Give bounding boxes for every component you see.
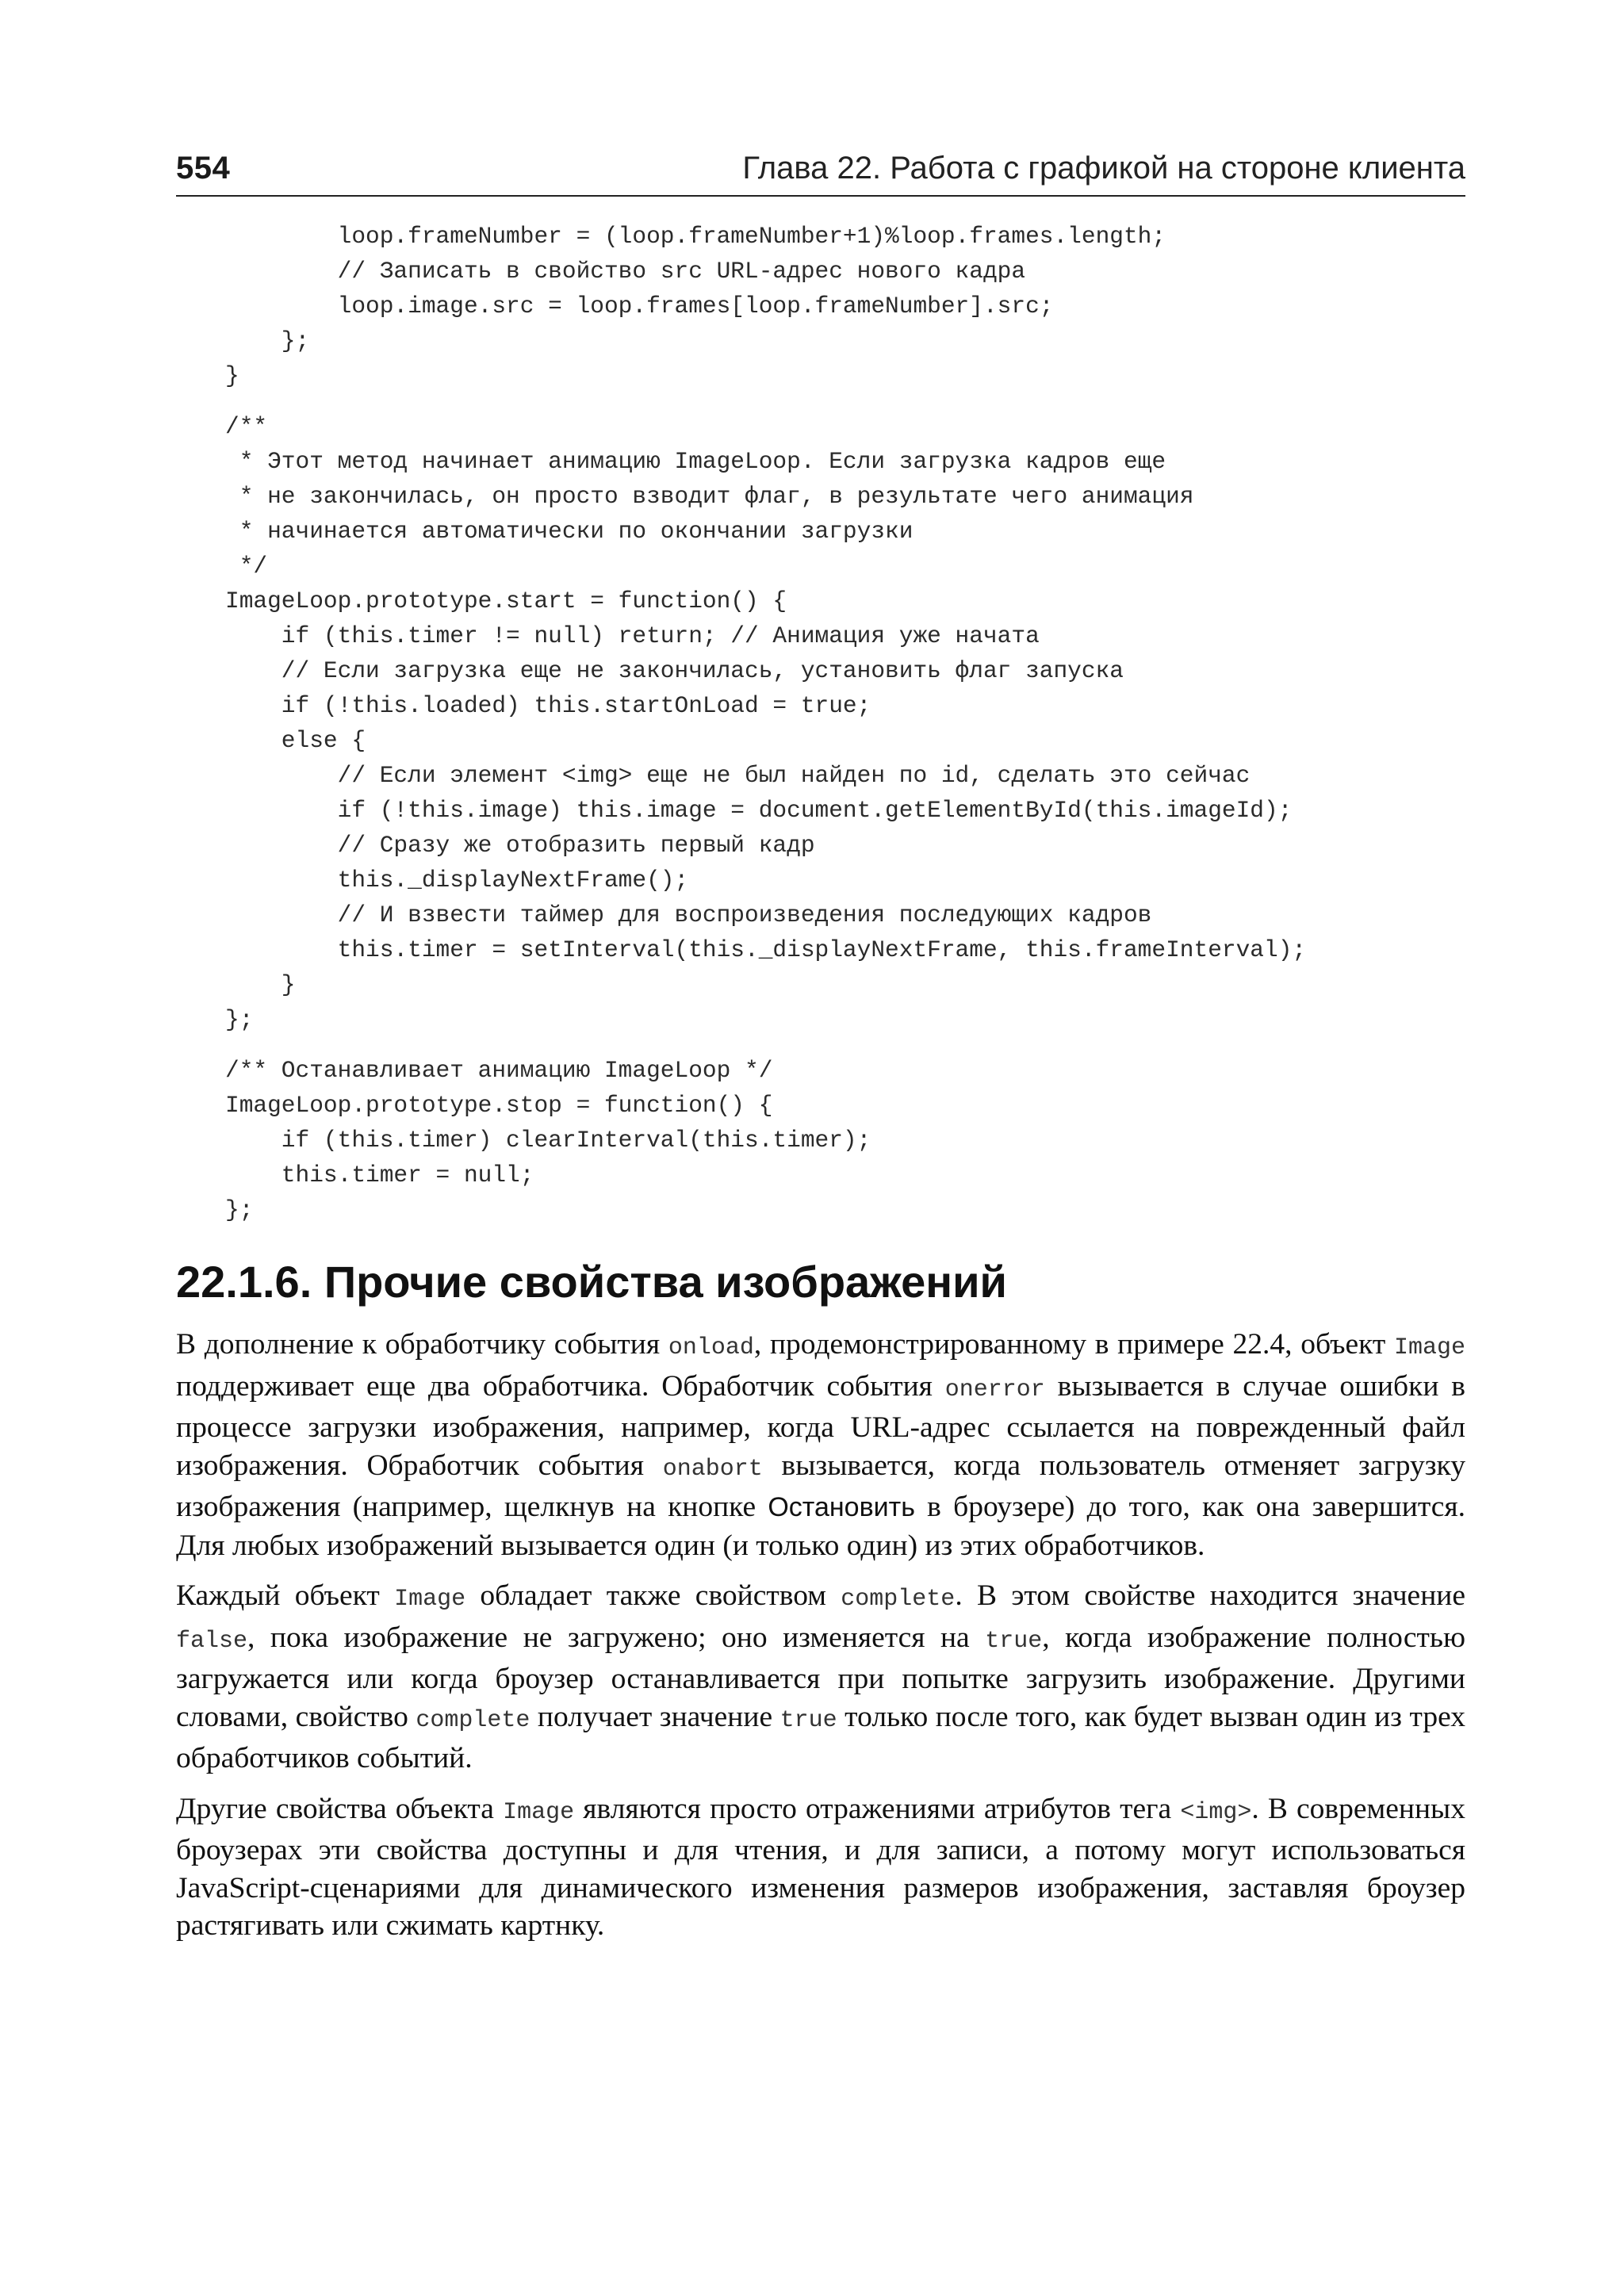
ui-term-stop-button: Остановить bbox=[768, 1492, 915, 1522]
code-blank-line bbox=[225, 1037, 1465, 1053]
code-term-onload: onload bbox=[668, 1334, 754, 1361]
text-run: , когда изображение полностью загружается или когда броузер останавливается при попытке загрузить изображение. Другими словами, свойство bbox=[176, 1621, 1466, 1733]
code-listing bbox=[225, 219, 1465, 1227]
code-line: // Если загрузка еще не закончилась, установить флаг запуска bbox=[225, 657, 1124, 684]
code-line: loop.image.src = loop.frames[loop.frameNumber].src; bbox=[225, 293, 1054, 320]
code-term-image: Image bbox=[503, 1798, 575, 1826]
section-heading: 22.1.6. Прочие свойства изображений bbox=[176, 1257, 1007, 1307]
text-run: получает значение bbox=[530, 1700, 780, 1733]
text-run: Другие свойства объекта bbox=[176, 1792, 504, 1825]
text-run: вызывается, когда пользователь отменяет загрузку изображения (например, щелкнув на кнопке bbox=[176, 1449, 1465, 1523]
code-term-complete: complete bbox=[416, 1706, 530, 1734]
chapter-title: Глава 22. Работа с графикой на стороне клиента bbox=[742, 151, 1465, 186]
code-line: }; bbox=[225, 1006, 254, 1033]
code-line: loop.frameNumber = (loop.frameNumber+1)%loop.frames.length; bbox=[225, 223, 1166, 250]
code-line: } bbox=[225, 971, 296, 998]
text-run: В дополнение к обработчику события bbox=[176, 1328, 668, 1361]
text-run: обладает также свойством bbox=[465, 1579, 841, 1612]
code-blank-line bbox=[225, 393, 1465, 409]
code-term-image: Image bbox=[394, 1586, 466, 1613]
code-term-true: true bbox=[779, 1706, 837, 1734]
running-header bbox=[176, 151, 1465, 197]
code-line: }; bbox=[225, 327, 310, 354]
code-line: if (!this.image) this.image = document.getElementById(this.imageId); bbox=[225, 797, 1293, 824]
text-run: только после того, как будет вызван один из трех обработчиков событий. bbox=[176, 1700, 1465, 1774]
text-run: поддерживает еще два обработчика. Обработчик события bbox=[176, 1369, 945, 1403]
code-term-img-tag: <img> bbox=[1180, 1798, 1252, 1826]
code-line: if (this.timer != null) return; // Анимация уже начата bbox=[225, 622, 1040, 649]
code-line: * не закончилась, он просто взводит флаг, в результате чего анимация bbox=[225, 483, 1194, 510]
code-line: }; bbox=[225, 1196, 254, 1223]
code-line: // Если элемент <img> еще не был найден по id, сделать это сейчас bbox=[225, 762, 1251, 789]
code-term-false: false bbox=[176, 1627, 248, 1655]
text-run: Каждый объект bbox=[176, 1579, 395, 1612]
code-line: this.timer = null; bbox=[225, 1162, 534, 1189]
paragraph-image-attributes bbox=[176, 1790, 1465, 1945]
code-line: ImageLoop.prototype.stop = function() { bbox=[225, 1092, 773, 1119]
code-line: // Записать в свойство src URL-адрес нового кадра bbox=[225, 258, 1026, 285]
code-line: if (!this.loaded) this.startOnLoad = true; bbox=[225, 692, 871, 719]
code-line: /** Останавливает анимацию ImageLoop */ bbox=[225, 1057, 773, 1084]
code-line: this.timer = setInterval(this._displayNextFrame, this.frameInterval); bbox=[225, 936, 1307, 963]
paragraph-complete-property bbox=[176, 1577, 1465, 1778]
page-number: 554 bbox=[176, 151, 231, 186]
code-line: ImageLoop.prototype.start = function() { bbox=[225, 588, 787, 614]
paragraph-onload-handlers bbox=[176, 1326, 1465, 1564]
text-run: . В этом свойстве находится значение bbox=[955, 1579, 1465, 1612]
text-run: , продемонстрированному в примере 22.4, объект bbox=[753, 1328, 1394, 1361]
code-line: * Этот метод начинает анимацию ImageLoop. Если загрузка кадров еще bbox=[225, 448, 1166, 475]
code-term-onerror: onerror bbox=[944, 1376, 1045, 1403]
text-run: в броузере) до того, как она завершится. Для любых изображений вызывается один (и только один) из этих обработчиков. bbox=[176, 1491, 1465, 1562]
code-line: */ bbox=[225, 553, 268, 580]
code-line: if (this.timer) clearInterval(this.timer); bbox=[225, 1127, 871, 1154]
code-term-complete: complete bbox=[841, 1586, 956, 1613]
book-page bbox=[176, 151, 1465, 1958]
text-run: , пока изображение не загружено; оно изменяется на bbox=[247, 1621, 986, 1654]
code-line: this._displayNextFrame(); bbox=[225, 867, 689, 894]
code-term-onabort: onabort bbox=[662, 1455, 763, 1483]
code-line: // Сразу же отобразить первый кадр bbox=[225, 832, 815, 859]
code-line: else { bbox=[225, 727, 366, 754]
code-term-image: Image bbox=[1394, 1334, 1466, 1361]
text-run: вызывается в случае ошибки в процессе загрузки изображения, например, когда URL-адрес ссылается на поврежденный файл изображения. Обработчик события bbox=[176, 1369, 1465, 1482]
code-term-true: true bbox=[985, 1627, 1043, 1655]
code-line: /** bbox=[225, 413, 268, 440]
code-line: * начинается автоматически по окончании загрузки bbox=[225, 518, 914, 545]
code-line: // И взвести таймер для воспроизведения последующих кадров bbox=[225, 902, 1152, 928]
text-run: . В современных броузерах эти свойства доступны и для чтения, и для записи, а потому могут использоваться JavaScript-сценариями для динамического изменения размеров изображения, заставляя броузер растягивать или сжимать картнку. bbox=[176, 1792, 1465, 1942]
code-line: } bbox=[225, 362, 239, 389]
text-run: являются просто отражениями атрибутов тега bbox=[574, 1792, 1181, 1825]
